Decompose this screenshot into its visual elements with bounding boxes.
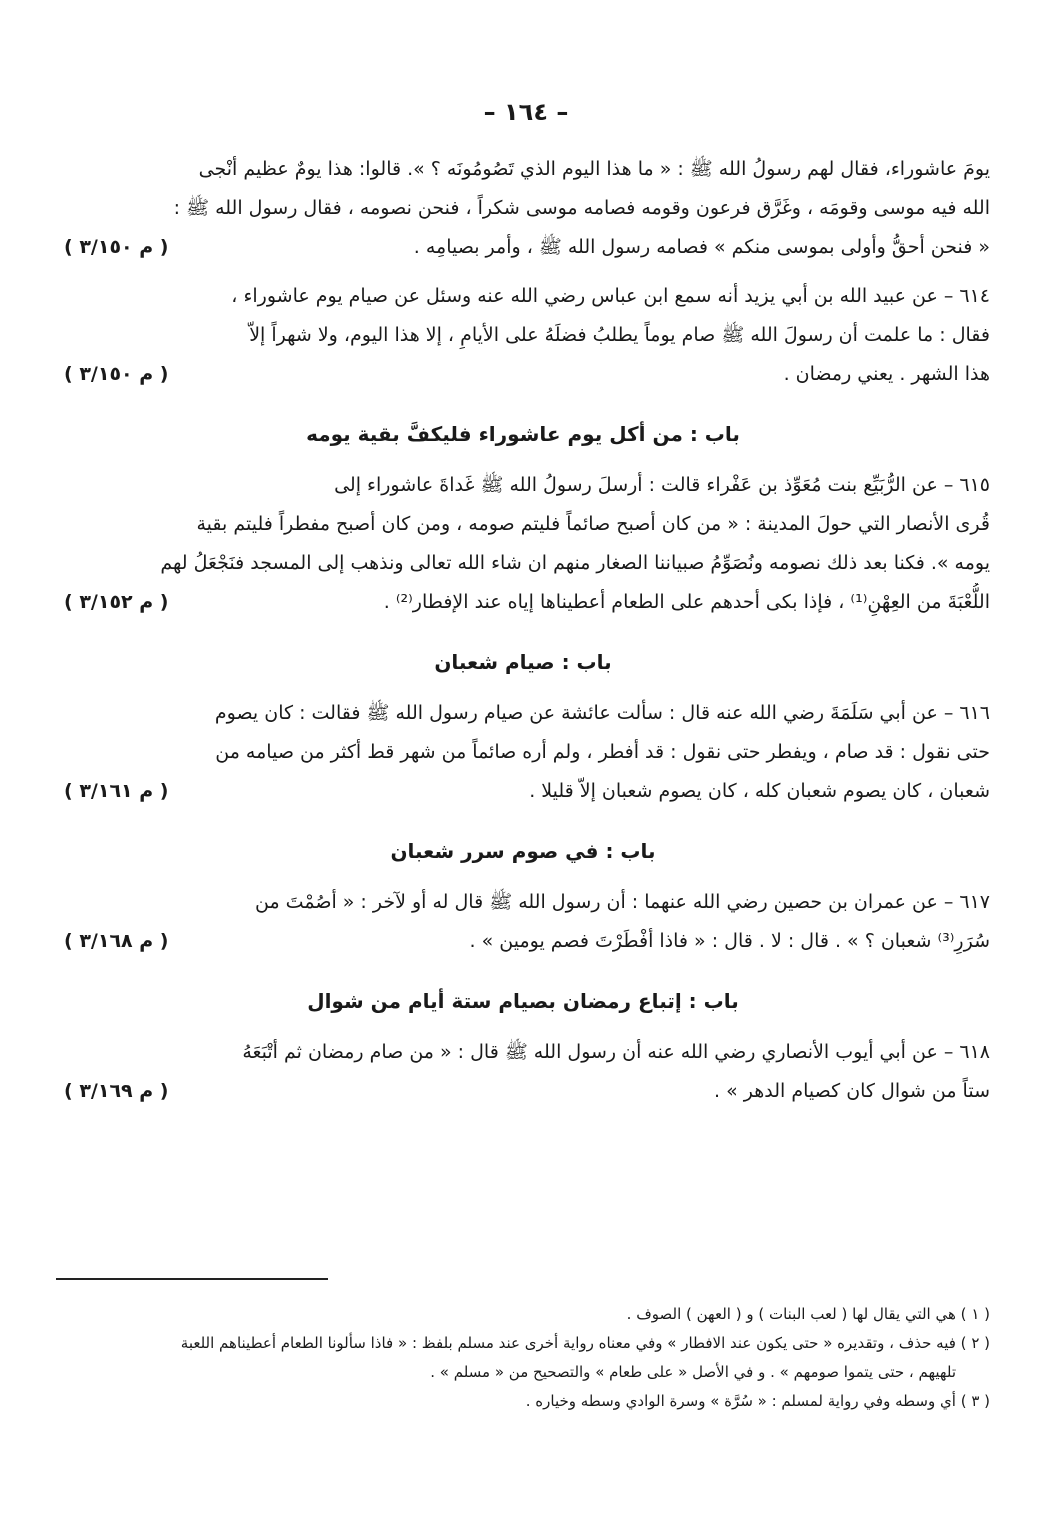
- hadith-paragraph: [56, 883, 990, 961]
- text-line: ٦١٦ – عن أبي سَلَمَةَ رضي الله عنه قال : سألت عائشة عن صيام رسول الله ﷺ فقالت : كان يصوم: [214, 702, 990, 724]
- page-body: [56, 150, 990, 1121]
- hadith-paragraph: [56, 694, 990, 811]
- footnote-line: ( ١ ) هي التي يقال لها ( لعب البنات ) و ( العهن ) الصوف .: [626, 1305, 990, 1323]
- hadith-paragraph: [56, 277, 990, 394]
- footnote-line: ( ٣ ) أي وسطه وفي رواية لمسلم : « سُرَّة » وسرة الوادي وسطه وخياره .: [525, 1392, 990, 1410]
- footnotes: [56, 1300, 990, 1416]
- text-line: هذا الشهر . يعني رمضان .: [783, 363, 990, 385]
- page-number: – ١٦٤ –: [483, 98, 569, 126]
- text-line: ستاً من شوال كان كصيام الدهر » .: [714, 1080, 990, 1102]
- source-reference: ( م ٣/١٦٨ ): [64, 930, 169, 952]
- source-reference: ( م ٣/١٥٢ ): [64, 591, 169, 613]
- text-line: قُرى الأنصار التي حولَ المدينة : « من كان أصبح صائماً فليتم صومه ، ومن كان أصبح مفطراً فليتم بقية: [196, 513, 990, 535]
- text-line: الله فيه موسى وقومَه ، وغَرَّق فرعون وقومه فصامه موسى شكراً ، فنحن نصومه ، فقال رسول الله ﷺ :: [173, 197, 990, 219]
- footnote-line: تلهيهم ، حتى يتموا صومهم » . و في الأصل « على طعام » والتصحيح من « مسلم » .: [430, 1363, 956, 1381]
- text-line: ٦١٧ – عن عمران بن حصين رضي الله عنهما : أن رسول الله ﷺ قال له أو لآخر : « أصُمْتَ من: [255, 891, 990, 913]
- footnote-line: ( ٢ ) فيه حذف ، وتقديره « حتى يكون عند الافطار » وفي معناه رواية أخرى عند مسلم بلفظ : « فاذا سألونا الطعام أعطيناهم اللعبة: [180, 1334, 990, 1352]
- text-line: اللُّعْبَةَ من العِهْنِ⁽¹⁾ ، فإذا بكى أحدهم على الطعام أعطيناها إياه عند الإفطار⁽²⁾ .: [383, 591, 990, 613]
- hadith-paragraph: [56, 466, 990, 622]
- source-reference: ( م ٣/١٥٠ ): [64, 236, 169, 258]
- spacer: [56, 267, 990, 277]
- text-line: ٦١٨ – عن أبي أيوب الأنصاري رضي الله عنه أن رسول الله ﷺ قال : « من صام رمضان ثم أتْبَعَهُ: [242, 1041, 990, 1063]
- spacer: [56, 1111, 990, 1121]
- text-line: حتى نقول : قد صام ، ويفطر حتى نقول : قد أفطر ، ولم أره صائماً من شهر قط أكثر من صيامه من: [215, 741, 990, 763]
- chapter-heading: باب : إتباع رمضان بصيام ستة أيام من شوال: [307, 989, 739, 1013]
- footnote-divider: [56, 1278, 328, 1280]
- text-line: فقال : ما علمت أن رسولَ الله ﷺ صام يوماً يطلبُ فضلَهُ على الأيامِ ، إلا هذا اليوم، ولا شهراً إلاّ: [249, 324, 990, 346]
- text-line: يومَ عاشوراء، فقال لهم رسولُ الله ﷺ : « ما هذا اليوم الذي تَصُومُونَه ؟ ». قالوا: هذا يومٌ عظيم أنْجى: [198, 158, 990, 180]
- text-line: شعبان ، كان يصوم شعبان كله ، كان يصوم شعبان إلاّ قليلا .: [529, 780, 990, 802]
- chapter-heading: باب : صيام شعبان: [434, 650, 612, 674]
- hadith-paragraph: [56, 150, 990, 267]
- text-line: ٦١٥ – عن الرُّبَيِّع بنت مُعَوِّذ بن عَفْراء قالت : أرسلَ رسولُ الله ﷺ غَداةَ عاشوراء إلى: [334, 474, 990, 496]
- text-line: سُرَرِ⁽³⁾ شعبان ؟ » . قال : لا . قال : « فاذا أفْطَرْتَ فصم يومين » .: [469, 930, 990, 952]
- text-line: « فنحن أحقُّ وأولى بموسى منكم » فصامه رسول الله ﷺ ، وأمر بصيامِه .: [413, 236, 990, 258]
- source-reference: ( م ٣/١٥٠ ): [64, 363, 169, 385]
- hadith-paragraph: [56, 1033, 990, 1111]
- text-line: ٦١٤ – عن عبيد الله بن أبي يزيد أنه سمع ابن عباس رضي الله عنه وسئل عن صيام يوم عاشوراء ،: [231, 285, 990, 307]
- source-reference: ( م ٣/١٦٩ ): [64, 1080, 169, 1102]
- chapter-heading: باب : في صوم سرر شعبان: [390, 839, 656, 863]
- spacer: [56, 961, 990, 971]
- spacer: [56, 622, 990, 632]
- text-line: يومه ». فكنا بعد ذلك نصومه ونُصَوِّمُ صبياننا الصغار منهم ان شاء الله تعالى ونذهب إلى المسجد فنَجْعَلُ لهم: [160, 552, 990, 574]
- spacer: [56, 394, 990, 404]
- source-reference: ( م ٣/١٦١ ): [64, 780, 169, 802]
- chapter-heading: باب : من أكل يوم عاشوراء فليكفَّ بقية يومه: [306, 422, 740, 446]
- spacer: [56, 811, 990, 821]
